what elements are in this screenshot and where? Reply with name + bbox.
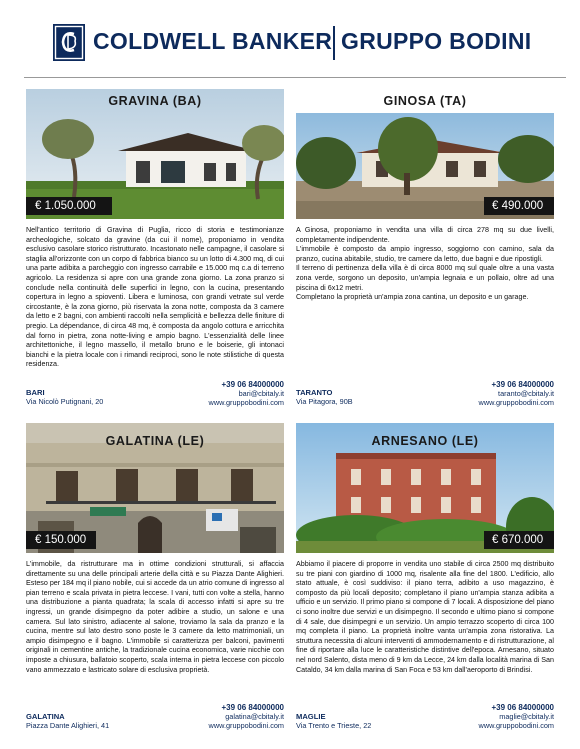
price-value: € 670.000: [492, 534, 544, 546]
office-info: [26, 712, 109, 730]
price-value: € 1.050.000: [35, 200, 96, 212]
office-address: Via Pitagora, 90B: [296, 397, 353, 407]
listing-description: Nell'antico territorio di Gravina di Puglia, ricco di storia e testimonianze archeologiche, solcato da gravine (da cui il nome), proponiamo in vendita esclusivo casolare storico ristrutturato. Incastonato nelle campagne, il casolare si staglia all'orizzonte con un corpo di fabbrica bianco su un lotto di 4.300 mq, di cui una parte adibita a parcheggio con ingresso carrabile e 15.000 mq c.a di terreno agricolo. La residenza si apre con una grande zona giorno. La zona pranzo si conclude nella continuità delle superfici in legno, con la cucina, presentando copertura in legno a spioventi. Libera e luminosa, con grandi vetrate sul verde circostante, è la zona giorno, più riservata la zona notte, composta da 3 camere da letto e 2 bagni, con ambienti raccolti nella semplicità e bellezza delle finiture di pregio. La dépendance, di circa 48 mq, è composta da angolo cottura e arricchita dal forno in pietra, zona notte-living e ampio bagno. L'essenzialità delle linee architettoniche, il legno massello, il metallo bruno e le boiserie, gli intonaci bianchi e la pietra locale con i rimandi reciproci, sono le note stilistiche di questa residenza.: [26, 226, 284, 369]
price-value: € 150.000: [35, 534, 87, 546]
office-phone[interactable]: +39 06 84000000: [221, 380, 284, 389]
office-phone[interactable]: +39 06 84000000: [221, 703, 284, 712]
price-tag: [26, 531, 96, 549]
office-address: Piazza Dante Alighieri, 41: [26, 721, 110, 731]
listing-description: Abbiamo il piacere di proporre in vendita uno stabile di circa 2500 mq distribuito su tre piani con giardino di 1000 mq, risalente alla fine del 1800. L'edificio, allo stato attuale, è così suddiviso: il piano terra, adibito a uso magazzino, è composto da più locali deposito; completano il piano un'ampia stanza adibita a ufficio e un servizio. Il primo piano si compone di 7 locali. A disposizione del piano ci sono inoltre due servizi e un disimpegno. Il secondo e ultimo piano si compone di 4 sale, due disimpegni e un servizio. Un ampio terrazzo scoperto di circa 100 mq completa il piano. La proprietà inoltre vanta un'ampia zona ristorativa. La struttura necessita di alcuni interventi di ammodernamento e di ristrutturazione, al fine di riportare alla luce le caratteristiche distintive dell'epoca. Arnesano, situato nel nord Salento, dista meno di 9 km da Lecce, 24 km dalla località marina di San Cataldo, 34 km dalla marina di San Foca e 53 km dall'aeroporto di Brindisi.: [296, 560, 554, 674]
office-phone[interactable]: +39 06 84000000: [491, 703, 554, 712]
office-website[interactable]: www.gruppobodini.com: [208, 721, 284, 731]
brand-divider: [333, 26, 335, 60]
brand-name: COLDWELL BANKER: [93, 28, 333, 54]
office-email[interactable]: maglie@cbitaly.it: [499, 712, 554, 722]
coldwell-banker-logo: [53, 24, 85, 61]
office-website[interactable]: www.gruppobodini.com: [208, 398, 284, 408]
office-info: [296, 388, 353, 406]
header-rule: [24, 77, 566, 78]
office-info: [296, 712, 371, 730]
listing-title: GALATINA (LE): [105, 434, 205, 448]
office-info: [26, 388, 103, 406]
office-website[interactable]: www.gruppobodini.com: [478, 398, 554, 408]
office-phone[interactable]: +39 06 84000000: [491, 380, 554, 389]
office-contacts: [448, 703, 554, 731]
office-city: MAGLIE: [296, 712, 326, 721]
office-contacts: [178, 703, 284, 731]
price-tag: [484, 531, 554, 549]
listing-title: GRAVINA (BA): [108, 94, 202, 108]
office-contacts: [450, 380, 554, 408]
office-contacts: [180, 380, 284, 408]
office-city: TARANTO: [296, 388, 333, 397]
office-city: GALATINA: [26, 712, 65, 721]
listing-title: ARNESANO (LE): [371, 434, 479, 448]
listing-title: GINOSA (TA): [296, 89, 554, 113]
office-email[interactable]: galatina@cbitaly.it: [225, 712, 284, 722]
office-address: Via Trento e Trieste, 22: [296, 721, 372, 731]
listing-description: L'immobile, da ristrutturare ma in ottime condizioni strutturali, si affaccia direttamente su una delle principali arterie della città e su Piazza Dante Alighieri. Esteso per 184 mq il piano nobile, cui si accede da un atrio comune di ingresso al pian terreno e scala privata in pietra leccese. I vani, tutti con volte a stella, hanno una distribuzione a pianta quadrata; la scala di accesso infatti si apre su tre ingressi, un grande disimpegno da poter adibire a studio, un salone e una camera. Sul lato sinistro, adiacente al salone, troviamo la sala da pranzo e la cucina, mentre sul lato destro sono poste le 3 camere da letto matrimoniali, un ampio disimpegno e il bagno. L'immobile si caratterizza per balconi, pavimenti originali in cementine antiche, la tradizionale cucina economica, varie nicchie con imposte a chiusura, ballatoio scoperto, scala interna in pietra leccese con piccolo vano ammezzato e lastricato solare di esclusiva proprietà.: [26, 560, 285, 674]
office-email[interactable]: bari@cbitaly.it: [238, 389, 284, 399]
price-tag: [26, 197, 112, 215]
brand-agency: GRUPPO BODINI: [341, 28, 532, 54]
header: [0, 0, 580, 80]
price-value: € 490.000: [492, 200, 544, 212]
office-city: BARI: [26, 388, 45, 397]
office-address: Via Nicolò Putignani, 20: [26, 397, 104, 407]
listing-description: A Ginosa, proponiamo in vendita una villa di circa 278 mq su due livelli, completamente indipendente. L'immobile è composto da ampio ingresso, soggiorno con camino, sala da pranzo, cucina abitabile, studio, tre camere da letto, due bagni e due ripostigli. Il terreno di pertinenza della villa è di circa 8000 mq sul quale oltre a una vasta zona verde, sorgono un deposito, un'ampia legnaia e un pollaio, oltre ad una piscina di 6x12 metri. Completano la proprietà un'ampia zona cantina, un deposito e un garage.: [296, 226, 554, 302]
office-email[interactable]: taranto@cbitaly.it: [498, 389, 554, 399]
office-website[interactable]: www.gruppobodini.com: [478, 721, 554, 731]
price-tag: [484, 197, 554, 215]
